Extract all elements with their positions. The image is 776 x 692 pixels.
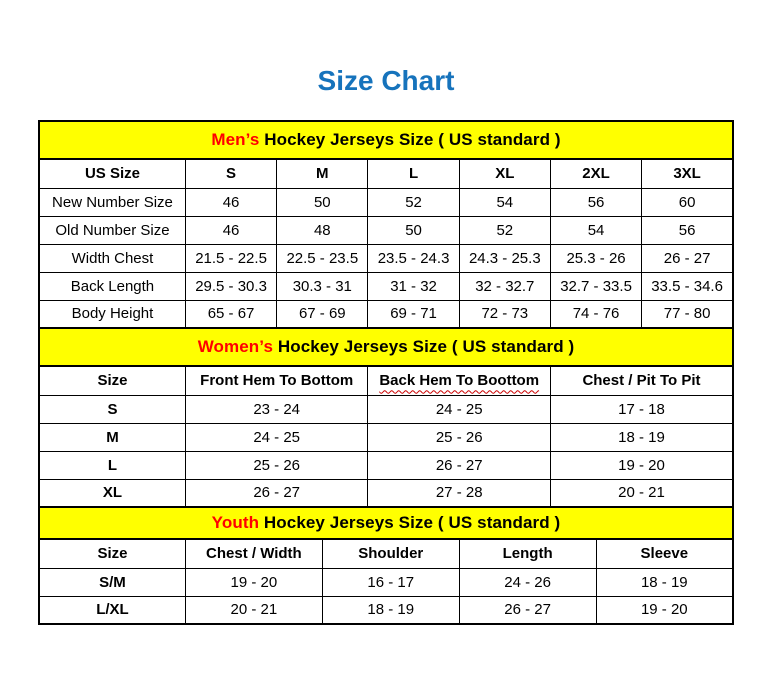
size-value-cell: 26 - 27	[642, 244, 733, 272]
column-header-row	[39, 539, 733, 568]
size-value-cell: 24 - 25	[368, 395, 551, 423]
size-value-cell: 69 - 71	[368, 300, 459, 328]
size-value-cell: 16 - 17	[322, 568, 459, 596]
size-value-cell: 56	[550, 188, 641, 216]
size-value-cell: 26 - 27	[459, 596, 596, 624]
mens-section-heading	[39, 121, 733, 159]
section-heading-row	[39, 507, 733, 539]
row-label: L/XL	[39, 596, 185, 624]
table-row	[39, 568, 733, 596]
column-header: 2XL	[550, 159, 641, 188]
size-value-cell: 23 - 24	[185, 395, 368, 423]
size-value-cell: 23.5 - 24.3	[368, 244, 459, 272]
table-row	[39, 395, 733, 423]
womens-section-heading	[39, 328, 733, 366]
size-value-cell: 52	[368, 188, 459, 216]
misspelled-column-header-text: Back Hem To Boottom	[379, 372, 540, 390]
section-heading-highlight: Youth	[211, 513, 260, 532]
size-value-cell: 25 - 26	[185, 451, 368, 479]
size-value-cell: 54	[550, 216, 641, 244]
column-header-row	[39, 366, 733, 395]
row-label: Back Length	[39, 272, 185, 300]
row-label: Old Number Size	[39, 216, 185, 244]
row-label: S/M	[39, 568, 185, 596]
table-row	[39, 479, 733, 507]
mens-size-table	[38, 120, 734, 329]
size-value-cell: 48	[277, 216, 368, 244]
size-value-cell: 26 - 27	[368, 451, 551, 479]
column-header: L	[368, 159, 459, 188]
size-value-cell: 54	[459, 188, 550, 216]
size-value-cell: 67 - 69	[277, 300, 368, 328]
table-row	[39, 272, 733, 300]
column-header: Length	[459, 539, 596, 568]
youth-size-table	[38, 506, 734, 625]
size-value-cell: 50	[368, 216, 459, 244]
size-value-cell: 56	[642, 216, 733, 244]
size-value-cell: 20 - 21	[550, 479, 733, 507]
section-heading-text: Hockey Jerseys Size ( US standard )	[273, 337, 575, 356]
size-value-cell: 24 - 26	[459, 568, 596, 596]
row-label: XL	[39, 479, 185, 507]
size-chart-tables	[38, 120, 734, 625]
page-title: Size Chart	[317, 65, 455, 96]
size-value-cell: 50	[277, 188, 368, 216]
size-value-cell: 65 - 67	[185, 300, 276, 328]
column-header: XL	[459, 159, 550, 188]
column-header: Chest / Width	[185, 539, 322, 568]
womens-size-table	[38, 327, 734, 508]
size-value-cell: 20 - 21	[185, 596, 322, 624]
section-heading-highlight: Men’s	[211, 130, 260, 149]
size-value-cell: 19 - 20	[550, 451, 733, 479]
row-label: Width Chest	[39, 244, 185, 272]
size-value-cell: 46	[185, 188, 276, 216]
size-value-cell: 32 - 32.7	[459, 272, 550, 300]
table-row	[39, 300, 733, 328]
size-value-cell: 31 - 32	[368, 272, 459, 300]
row-label: S	[39, 395, 185, 423]
size-value-cell: 24 - 25	[185, 423, 368, 451]
size-value-cell: 21.5 - 22.5	[185, 244, 276, 272]
table-row	[39, 423, 733, 451]
section-heading-text: Hockey Jerseys Size ( US standard )	[259, 513, 561, 532]
section-heading-row	[39, 328, 733, 366]
column-header: Size	[39, 366, 185, 395]
row-label: New Number Size	[39, 188, 185, 216]
row-label: L	[39, 451, 185, 479]
column-header: M	[277, 159, 368, 188]
size-value-cell: 19 - 20	[185, 568, 322, 596]
size-value-cell: 18 - 19	[550, 423, 733, 451]
size-value-cell: 26 - 27	[185, 479, 368, 507]
size-value-cell: 24.3 - 25.3	[459, 244, 550, 272]
size-value-cell: 22.5 - 23.5	[277, 244, 368, 272]
column-header-row	[39, 159, 733, 188]
section-heading-text: Hockey Jerseys Size ( US standard )	[259, 130, 561, 149]
column-header	[368, 366, 551, 395]
size-value-cell: 30.3 - 31	[277, 272, 368, 300]
size-value-cell: 60	[642, 188, 733, 216]
table-row	[39, 596, 733, 624]
section-heading-row	[39, 121, 733, 159]
size-value-cell: 72 - 73	[459, 300, 550, 328]
table-row	[39, 451, 733, 479]
size-value-cell: 77 - 80	[642, 300, 733, 328]
column-header: Chest / Pit To Pit	[550, 366, 733, 395]
size-value-cell: 25.3 - 26	[550, 244, 641, 272]
size-value-cell: 25 - 26	[368, 423, 551, 451]
size-value-cell: 52	[459, 216, 550, 244]
row-label: Body Height	[39, 300, 185, 328]
size-value-cell: 46	[185, 216, 276, 244]
size-value-cell: 32.7 - 33.5	[550, 272, 641, 300]
size-value-cell: 33.5 - 34.6	[642, 272, 733, 300]
table-row	[39, 188, 733, 216]
size-value-cell: 27 - 28	[368, 479, 551, 507]
column-header: US Size	[39, 159, 185, 188]
section-heading-highlight: Women’s	[197, 337, 274, 356]
size-value-cell: 18 - 19	[322, 596, 459, 624]
column-header: S	[185, 159, 276, 188]
column-header: Size	[39, 539, 185, 568]
youth-section-heading	[39, 507, 733, 539]
size-value-cell: 17 - 18	[550, 395, 733, 423]
size-value-cell: 74 - 76	[550, 300, 641, 328]
column-header: Front Hem To Bottom	[185, 366, 368, 395]
table-row	[39, 244, 733, 272]
row-label: M	[39, 423, 185, 451]
column-header: Sleeve	[596, 539, 733, 568]
table-row	[39, 216, 733, 244]
column-header: Shoulder	[322, 539, 459, 568]
size-value-cell: 19 - 20	[596, 596, 733, 624]
column-header: 3XL	[642, 159, 733, 188]
size-value-cell: 18 - 19	[596, 568, 733, 596]
size-value-cell: 29.5 - 30.3	[185, 272, 276, 300]
